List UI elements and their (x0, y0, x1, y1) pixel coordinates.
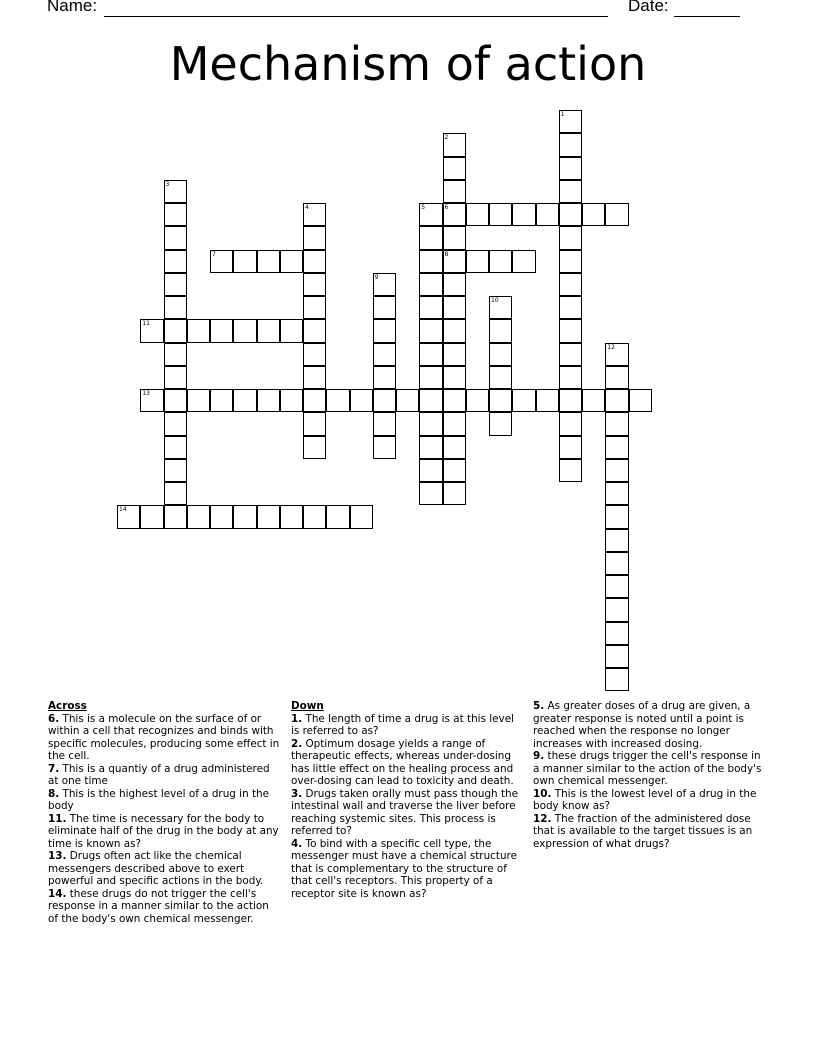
clue-number: 6 (444, 204, 449, 211)
grid-cell[interactable] (559, 133, 582, 156)
across-heading: Across (48, 700, 87, 712)
grid-cell[interactable] (605, 459, 628, 482)
down-clue-4: 4. To bind with a specific cell type, the messenger must have a chemical structure that is complementary to the structure of that cell's receptors. This property of a receptor site is known as? (291, 837, 517, 900)
grid-cell[interactable] (512, 250, 535, 273)
grid-cell[interactable] (373, 412, 396, 435)
clue-number: 5 (421, 204, 426, 211)
grid-cell[interactable] (443, 226, 466, 249)
clue-number: 9 (374, 273, 379, 281)
grid-cell[interactable] (419, 412, 442, 435)
grid-cell[interactable] (303, 296, 326, 319)
grid-cell[interactable] (280, 389, 303, 412)
grid-cell[interactable] (489, 250, 512, 273)
grid-cell[interactable] (443, 157, 466, 180)
grid-cell[interactable] (373, 366, 396, 389)
clue-number: 3 (165, 180, 170, 188)
grid-cell[interactable] (443, 133, 466, 156)
puzzle-title: Mechanism of action (169, 37, 647, 91)
grid-cell[interactable] (303, 436, 326, 459)
grid-cell[interactable] (164, 319, 187, 342)
grid-cell[interactable] (536, 203, 559, 226)
grid-cell[interactable] (419, 226, 442, 249)
grid-cell[interactable] (419, 273, 442, 296)
grid-cell[interactable] (559, 110, 582, 133)
grid-cell[interactable] (233, 389, 256, 412)
down-clue-10: 10. This is the lowest level of a drug in the body know as? (533, 787, 757, 812)
clue-number: 1 (560, 111, 565, 118)
date-label: Date: (628, 0, 669, 15)
grid-cell[interactable] (443, 482, 466, 505)
grid-cell[interactable] (117, 505, 140, 528)
grid-cell[interactable] (605, 575, 628, 598)
grid-cell[interactable] (443, 319, 466, 342)
grid-cell[interactable] (443, 436, 466, 459)
grid-cell[interactable] (443, 273, 466, 296)
grid-cell[interactable] (303, 250, 326, 273)
grid-cell[interactable] (559, 412, 582, 435)
grid-cell[interactable] (373, 296, 396, 319)
clue-number: 13 (142, 390, 150, 397)
grid-cell[interactable] (280, 505, 303, 528)
grid-cell[interactable] (164, 273, 187, 296)
grid-cell[interactable] (164, 180, 187, 203)
name-label: Name: (47, 0, 98, 15)
grid-cell[interactable] (443, 412, 466, 435)
grid-cell[interactable] (187, 389, 210, 412)
down-clues-continued-column (533, 700, 769, 850)
grid-cell[interactable] (303, 389, 326, 412)
across-clue-13: 13. Drugs often act like the chemical messengers described above to exert powerful and specific actions in the body. (48, 850, 264, 887)
grid-cell[interactable] (489, 366, 512, 389)
grid-cell[interactable] (326, 505, 349, 528)
grid-cell[interactable] (605, 436, 628, 459)
grid-cell[interactable] (210, 250, 233, 273)
down-clue-9: 9. these drugs trigger the cell's response in a manner similar to the action of the body's own chemical messenger. (533, 750, 762, 787)
down-clue-3: 3. Drugs taken orally must pass though the intestinal wall and traverse the liver before reaching systemic sites. This process is referred to? (291, 787, 518, 837)
grid-cell[interactable] (233, 319, 256, 342)
grid-cell[interactable] (164, 412, 187, 435)
grid-cell[interactable] (419, 319, 442, 342)
grid-cell[interactable] (257, 319, 280, 342)
grid-cell[interactable] (187, 505, 210, 528)
grid-cell[interactable] (443, 343, 466, 366)
grid-cell[interactable] (164, 459, 187, 482)
grid-cell[interactable] (466, 389, 489, 412)
grid-cell[interactable] (373, 319, 396, 342)
grid-cell[interactable] (605, 668, 628, 691)
across-clue-6: 6. This is a molecule on the surface of or within a cell that recognizes and binds with specific molecules, producing some effect in the cell. (48, 712, 280, 762)
grid-cell[interactable] (373, 389, 396, 412)
grid-cell[interactable] (466, 203, 489, 226)
grid-cell[interactable] (303, 505, 326, 528)
grid-cell[interactable] (140, 319, 163, 342)
grid-cell[interactable] (373, 436, 396, 459)
grid-cell[interactable] (210, 505, 233, 528)
grid-cell[interactable] (489, 343, 512, 366)
grid-cell[interactable] (605, 529, 628, 552)
grid-cell[interactable] (280, 250, 303, 273)
grid-cell[interactable] (559, 343, 582, 366)
grid-cell[interactable] (303, 319, 326, 342)
grid-cell[interactable] (489, 319, 512, 342)
grid-cell[interactable] (605, 366, 628, 389)
grid-cell[interactable] (187, 319, 210, 342)
grid-cell[interactable] (419, 389, 442, 412)
grid-cell[interactable] (303, 343, 326, 366)
grid-cell[interactable] (489, 389, 512, 412)
grid-cell[interactable] (140, 505, 163, 528)
grid-cell[interactable] (559, 319, 582, 342)
grid-cell[interactable] (257, 505, 280, 528)
across-clue-7: 7. This is a quantiy of a drug administered at one time (48, 762, 270, 787)
grid-cell[interactable] (210, 319, 233, 342)
grid-cell[interactable] (443, 459, 466, 482)
grid-cell[interactable] (443, 180, 466, 203)
grid-cell[interactable] (164, 203, 187, 226)
grid-cell[interactable] (559, 180, 582, 203)
grid-cell[interactable] (164, 296, 187, 319)
clue-number: 7 (212, 250, 216, 258)
grid-cell[interactable] (140, 389, 163, 412)
grid-cell[interactable] (419, 203, 442, 226)
grid-cell[interactable] (419, 459, 442, 482)
grid-cell[interactable] (303, 366, 326, 389)
grid-cell[interactable] (629, 389, 652, 412)
down-clue-2: 2. Optimum dosage yields a range of therapeutic effects, whereas under-dosing has little effect on the healing process and over-dosing can lead to toxicity and death. (291, 737, 514, 787)
grid-cell[interactable] (559, 366, 582, 389)
grid-cell[interactable] (605, 482, 628, 505)
grid-cell[interactable] (559, 389, 582, 412)
grid-cell[interactable] (257, 389, 280, 412)
clue-number: 11 (142, 320, 150, 328)
down-clue-1: 1. The length of time a drug is at this level is referred to as? (291, 712, 514, 737)
grid-cell[interactable] (489, 412, 512, 435)
grid-cell[interactable] (559, 273, 582, 296)
grid-cell[interactable] (164, 389, 187, 412)
grid-cell[interactable] (443, 366, 466, 389)
grid-cell[interactable] (350, 505, 373, 528)
grid-cell[interactable] (489, 203, 512, 226)
grid-cell[interactable] (605, 343, 628, 366)
grid-cell[interactable] (559, 296, 582, 319)
grid-cell[interactable] (419, 366, 442, 389)
grid-cell[interactable] (489, 296, 512, 319)
across-clue-14: 14. these drugs do not trigger the cell's response in a manner similar to the action of the body's own chemical messenger. (48, 887, 269, 925)
grid-cell[interactable] (303, 226, 326, 249)
grid-cell[interactable] (605, 412, 628, 435)
grid-cell[interactable] (164, 482, 187, 505)
grid-cell[interactable] (303, 273, 326, 296)
clue-number: 8 (444, 250, 449, 258)
grid-cell[interactable] (164, 250, 187, 273)
clue-number: 2 (444, 134, 449, 142)
across-clue-11: 11. The time is necessary for the body to eliminate half of the drug in the body at any time is known as? (48, 812, 279, 850)
down-clue-5: 5. As greater doses of a drug are given, a greater response is noted until a point is reached when the response no longer increases with increased dosing. (533, 700, 751, 750)
grid-cell[interactable] (605, 598, 628, 621)
grid-cell[interactable] (164, 226, 187, 249)
clue-number: 10 (491, 297, 499, 304)
grid-cell[interactable] (419, 296, 442, 319)
grid-cell[interactable] (512, 389, 535, 412)
grid-cell[interactable] (582, 203, 605, 226)
grid-cell[interactable] (605, 389, 628, 412)
across-clue-8: 8. This is the highest level of a drug in the body (48, 787, 270, 812)
across-clues-column (48, 700, 280, 925)
grid-cell[interactable] (419, 436, 442, 459)
grid-cell[interactable] (466, 250, 489, 273)
grid-cell[interactable] (419, 343, 442, 366)
grid-cell[interactable] (443, 250, 466, 273)
clue-number: 12 (607, 343, 615, 351)
down-heading: Down (291, 700, 324, 712)
grid-cell[interactable] (373, 343, 396, 366)
down-clue-12: 12. The fraction of the administered dose that is available to the target tissues is an expression of what drugs? (533, 812, 753, 850)
grid-cell[interactable] (582, 389, 605, 412)
grid-cell[interactable] (233, 505, 256, 528)
grid-cell[interactable] (396, 389, 419, 412)
grid-cell[interactable] (280, 319, 303, 342)
grid-cell[interactable] (605, 645, 628, 668)
grid-cell[interactable] (164, 505, 187, 528)
grid-cell[interactable] (419, 250, 442, 273)
grid-cell[interactable] (350, 389, 373, 412)
grid-cell[interactable] (605, 552, 628, 575)
grid-cell[interactable] (512, 203, 535, 226)
grid-cell[interactable] (164, 366, 187, 389)
grid-cell[interactable] (559, 436, 582, 459)
grid-cell[interactable] (559, 250, 582, 273)
down-clues-column (291, 700, 525, 900)
grid-cell[interactable] (233, 250, 256, 273)
grid-cell[interactable] (164, 436, 187, 459)
grid-cell[interactable] (559, 203, 582, 226)
grid-cell[interactable] (559, 459, 582, 482)
grid-cell[interactable] (210, 389, 233, 412)
grid-cell[interactable] (605, 622, 628, 645)
grid-cell[interactable] (443, 389, 466, 412)
grid-cell[interactable] (536, 389, 559, 412)
grid-cell[interactable] (559, 226, 582, 249)
grid-cell[interactable] (303, 203, 326, 226)
grid-cell[interactable] (443, 296, 466, 319)
grid-cell[interactable] (559, 157, 582, 180)
clue-number: 4 (305, 204, 309, 211)
clue-number: 14 (119, 506, 127, 514)
grid-cell[interactable] (164, 343, 187, 366)
grid-cell[interactable] (257, 250, 280, 273)
grid-cell[interactable] (326, 389, 349, 412)
grid-cell[interactable] (443, 203, 466, 226)
grid-cell[interactable] (419, 482, 442, 505)
grid-cell[interactable] (373, 273, 396, 296)
grid-cell[interactable] (605, 505, 628, 528)
grid-cell[interactable] (605, 203, 628, 226)
grid-cell[interactable] (303, 412, 326, 435)
